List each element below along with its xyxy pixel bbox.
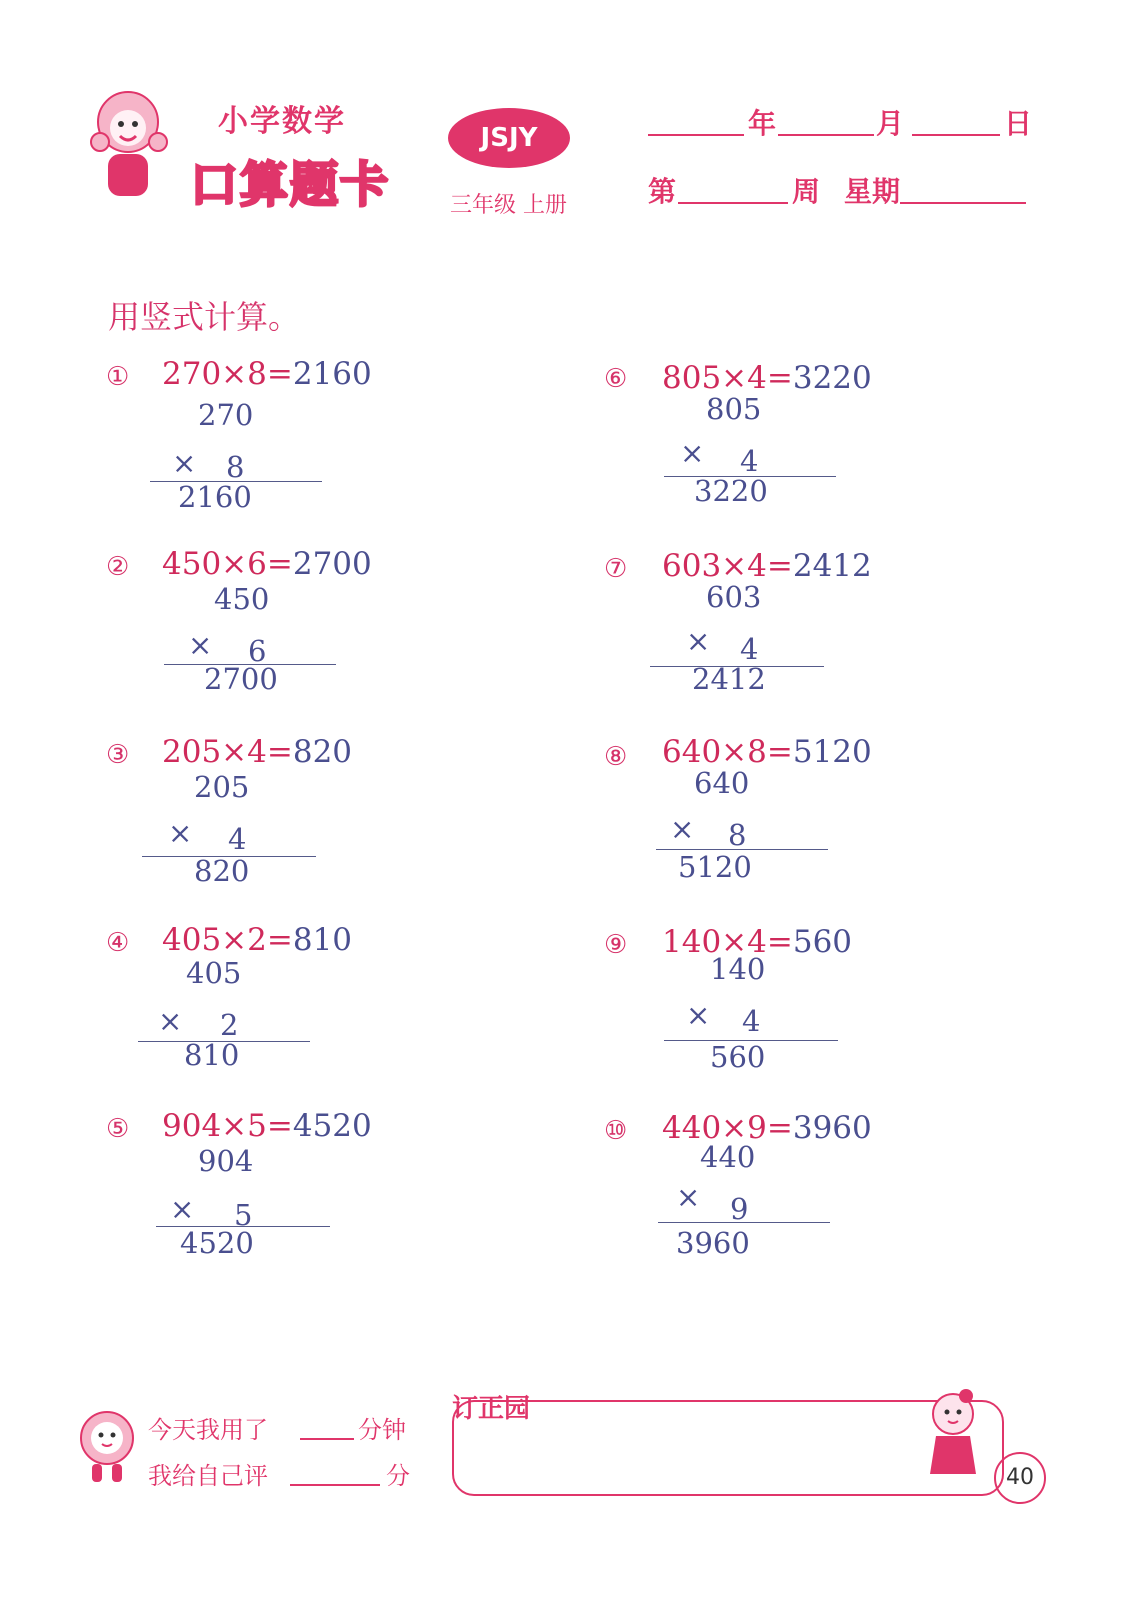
day-label: 日 [1004, 107, 1033, 140]
instruction: 用竖式计算。 [108, 298, 301, 336]
vertical-operator: × [158, 1004, 183, 1038]
vertical-top: 805 [706, 392, 762, 426]
problem-answer: 2160 [292, 356, 372, 392]
week-prefix: 第 [648, 175, 677, 208]
brand-subtitle: 小学数学 [218, 104, 346, 139]
vertical-multiplier: 4 [740, 632, 759, 666]
vertical-result: 4520 [180, 1226, 254, 1260]
vertical-top: 904 [198, 1144, 254, 1178]
publisher-badge: JSJY [448, 108, 570, 168]
mascot-monkey-icon [78, 84, 178, 218]
month-label: 月 [876, 107, 905, 140]
problem-answer: 2412 [792, 548, 872, 584]
week-suffix: 周 [792, 175, 821, 208]
vertical-top: 270 [198, 398, 254, 432]
vertical-result: 810 [184, 1038, 240, 1072]
mascot-girl-icon [918, 1384, 988, 1488]
vertical-result: 5120 [678, 850, 752, 884]
vertical-top: 405 [186, 956, 242, 990]
vertical-result: 820 [194, 854, 250, 888]
vertical-operator: × [686, 624, 711, 658]
weekday-label: 星期 [844, 175, 901, 208]
problem-number: ① [106, 362, 130, 392]
year-label: 年 [748, 107, 777, 140]
weekday-blank[interactable] [900, 202, 1026, 204]
vertical-line [658, 1222, 830, 1223]
problem-answer: 5120 [792, 734, 872, 770]
day-blank[interactable] [912, 134, 1000, 136]
problem-number: ④ [106, 928, 130, 958]
time-suffix: 分钟 [358, 1416, 406, 1444]
problem-answer: 2700 [292, 546, 372, 582]
vertical-result: 2412 [692, 662, 766, 696]
problem-equation: 405×2=810 [162, 922, 353, 958]
problem-equation: 440×9=3960 [662, 1110, 872, 1146]
problem-number: ③ [106, 740, 130, 770]
vertical-result: 2160 [178, 480, 252, 514]
vertical-top: 205 [194, 770, 250, 804]
vertical-top: 440 [700, 1140, 756, 1174]
problem-number: ⑨ [604, 930, 628, 960]
vertical-result: 3960 [676, 1226, 750, 1260]
problem-answer: 4520 [292, 1108, 372, 1144]
vertical-multiplier: 5 [234, 1198, 253, 1232]
problem-equation: 805×4=3220 [662, 360, 872, 396]
vertical-operator: × [170, 1192, 195, 1226]
problem-answer: 3220 [792, 360, 872, 396]
problem-equation: 640×8=5120 [662, 734, 872, 770]
page-number: 40 [994, 1452, 1046, 1504]
vertical-operator: × [676, 1180, 701, 1214]
vertical-result: 3220 [694, 474, 768, 508]
problem-number: ⑦ [604, 554, 628, 584]
problem-answer: 3960 [792, 1110, 872, 1146]
problem-equation: 904×5=4520 [162, 1108, 372, 1144]
time-blank[interactable] [300, 1438, 354, 1440]
correction-title: 订正园 [452, 1394, 531, 1424]
month-blank[interactable] [778, 134, 874, 136]
time-prefix: 今天我用了 [148, 1416, 268, 1444]
problem-equation: 140×4=560 [662, 924, 853, 960]
vertical-operator: × [680, 436, 705, 470]
problem-equation: 205×4=820 [162, 734, 353, 770]
problem-equation: 270×8=2160 [162, 356, 372, 392]
vertical-multiplier: 2 [220, 1008, 239, 1042]
problem-number: ⑩ [604, 1116, 628, 1146]
vertical-multiplier: 6 [248, 634, 267, 668]
vertical-operator: × [670, 812, 695, 846]
vertical-result: 560 [710, 1040, 766, 1074]
year-blank[interactable] [648, 134, 744, 136]
brand-title: 口算题卡 [190, 157, 391, 213]
mascot-clock-icon [72, 1398, 142, 1492]
vertical-multiplier: 8 [226, 450, 245, 484]
score-suffix: 分 [386, 1462, 410, 1490]
grade-label: 三年级 上册 [450, 193, 567, 218]
score-blank[interactable] [290, 1484, 380, 1486]
problem-equation: 603×4=2412 [662, 548, 872, 584]
vertical-result: 2700 [204, 662, 278, 696]
score-prefix: 我给自己评 [148, 1462, 268, 1490]
problem-number: ⑧ [604, 742, 628, 772]
vertical-top: 140 [710, 952, 766, 986]
vertical-operator: × [686, 998, 711, 1032]
week-blank[interactable] [678, 202, 788, 204]
vertical-operator: × [188, 628, 213, 662]
vertical-top: 450 [214, 582, 270, 616]
problem-answer: 820 [292, 734, 353, 770]
problem-equation: 450×6=2700 [162, 546, 372, 582]
problem-answer: 810 [292, 922, 353, 958]
vertical-multiplier: 9 [730, 1192, 749, 1226]
problem-answer: 560 [792, 924, 853, 960]
vertical-multiplier: 4 [228, 822, 247, 856]
problem-number: ② [106, 552, 130, 582]
vertical-top: 640 [694, 766, 750, 800]
problem-number: ⑥ [604, 364, 628, 394]
vertical-multiplier: 4 [742, 1004, 761, 1038]
vertical-top: 603 [706, 580, 762, 614]
vertical-operator: × [168, 816, 193, 850]
vertical-multiplier: 4 [740, 444, 759, 478]
vertical-multiplier: 8 [728, 818, 747, 852]
problem-number: ⑤ [106, 1114, 130, 1144]
vertical-operator: × [172, 446, 197, 480]
